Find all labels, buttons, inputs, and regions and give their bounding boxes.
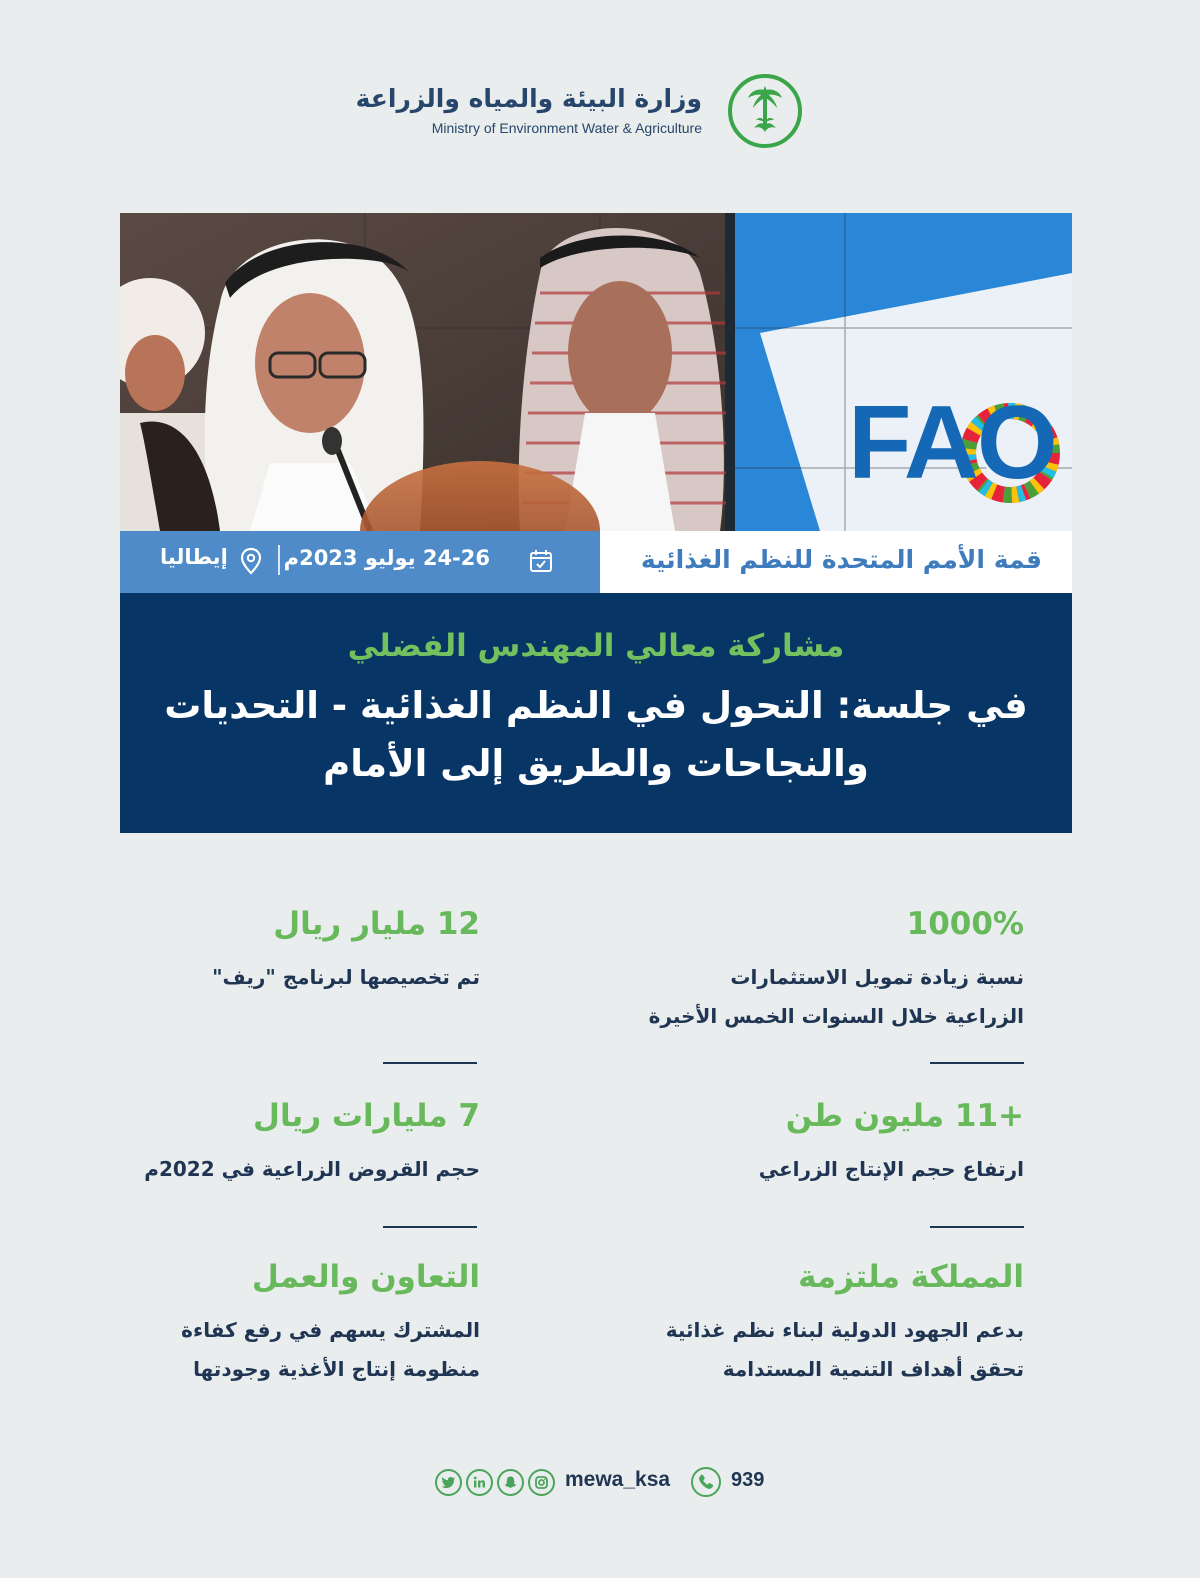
ministry-header [0, 72, 1200, 152]
palm-tree-emblem-icon [726, 72, 804, 150]
summit-info-bar [120, 531, 1072, 593]
stat-description [649, 958, 1024, 1036]
instagram-icon[interactable] [528, 1469, 555, 1496]
ministry-name-english: Ministry of Environment Water & Agriculture [431, 120, 702, 136]
footer [0, 1462, 1200, 1502]
stat-description-line: تم تخصيصها لبرنامج "ريف" [212, 965, 480, 989]
headline-block [120, 593, 1072, 833]
social-handle[interactable]: mewa_ksa [565, 1468, 671, 1491]
stat-description [144, 1150, 480, 1189]
event-photo [120, 213, 1072, 531]
calendar-icon [528, 548, 554, 574]
stat-value: المملكة ملتزمة [798, 1259, 1024, 1295]
headline-title-line2: والنجاحات والطريق إلى الأمام [323, 742, 869, 785]
info-divider [278, 545, 280, 575]
ministry-name [355, 82, 702, 138]
stat-value: التعاون والعمل [251, 1259, 480, 1295]
summit-title-panel [600, 531, 1072, 593]
stat-description [666, 1311, 1024, 1389]
stat-divider [383, 1062, 477, 1064]
stat-divider [383, 1226, 477, 1228]
stat-value: 12 مليار ريال [273, 906, 480, 942]
stat-divider [930, 1062, 1024, 1064]
stat-description-line: الزراعية خلال السنوات الخمس الأخيرة [648, 1004, 1024, 1028]
twitter-icon[interactable] [435, 1469, 462, 1496]
stat-description [181, 1311, 480, 1389]
stat-value: 7 مليارات ريال [253, 1098, 480, 1134]
snapchat-icon[interactable] [497, 1469, 524, 1496]
phone-number[interactable]: 939 [731, 1469, 765, 1491]
linkedin-icon[interactable] [466, 1469, 493, 1496]
headline-title [120, 677, 1072, 793]
stat-divider [930, 1226, 1024, 1228]
stat-description-line: بدعم الجهود الدولية لبناء نظم غذائية [665, 1318, 1024, 1342]
stat-value: 1000% [906, 906, 1024, 942]
stat-investment-growth [649, 902, 1024, 1036]
headline-subtitle: مشاركة معالي المهندس الفضلي [347, 628, 845, 664]
headline-title-line1: في جلسة: التحول في النظم الغذائية - التحديات [164, 684, 1028, 727]
location-pin-icon [240, 547, 262, 575]
stat-value: +11 مليون طن [785, 1098, 1024, 1134]
ministry-name-arabic: وزارة البيئة والمياه والزراعة [355, 84, 702, 113]
stat-production-volume [759, 1094, 1024, 1189]
phone-icon [691, 1467, 721, 1497]
stat-description-line: تحقق أهداف التنمية المستدامة [722, 1357, 1024, 1381]
event-details [120, 531, 600, 593]
event-date: 24-26 يوليو 2023م [283, 546, 490, 570]
stat-description-line: المشترك يسهم في رفع كفاءة [181, 1318, 480, 1342]
stat-description [759, 1150, 1024, 1189]
stat-description-line: ارتفاع حجم الإنتاج الزراعي [758, 1157, 1024, 1181]
stat-description [212, 958, 480, 997]
stat-agricultural-loans [144, 1094, 480, 1189]
stat-cooperation [181, 1255, 480, 1389]
stat-description-line: نسبة زيادة تمويل الاستثمارات [730, 965, 1024, 989]
stat-reef-program [212, 902, 480, 997]
stat-description-line: حجم القروض الزراعية في 2022م [144, 1157, 480, 1181]
summit-title: قمة الأمم المتحدة للنظم الغذائية [640, 545, 1042, 574]
fao-logo-text: FAO [848, 385, 1056, 501]
stat-description-line: منظومة إنتاج الأغذية وجودتها [193, 1357, 480, 1381]
stat-kingdom-committed [666, 1255, 1024, 1389]
event-location: إيطاليا [160, 545, 228, 569]
